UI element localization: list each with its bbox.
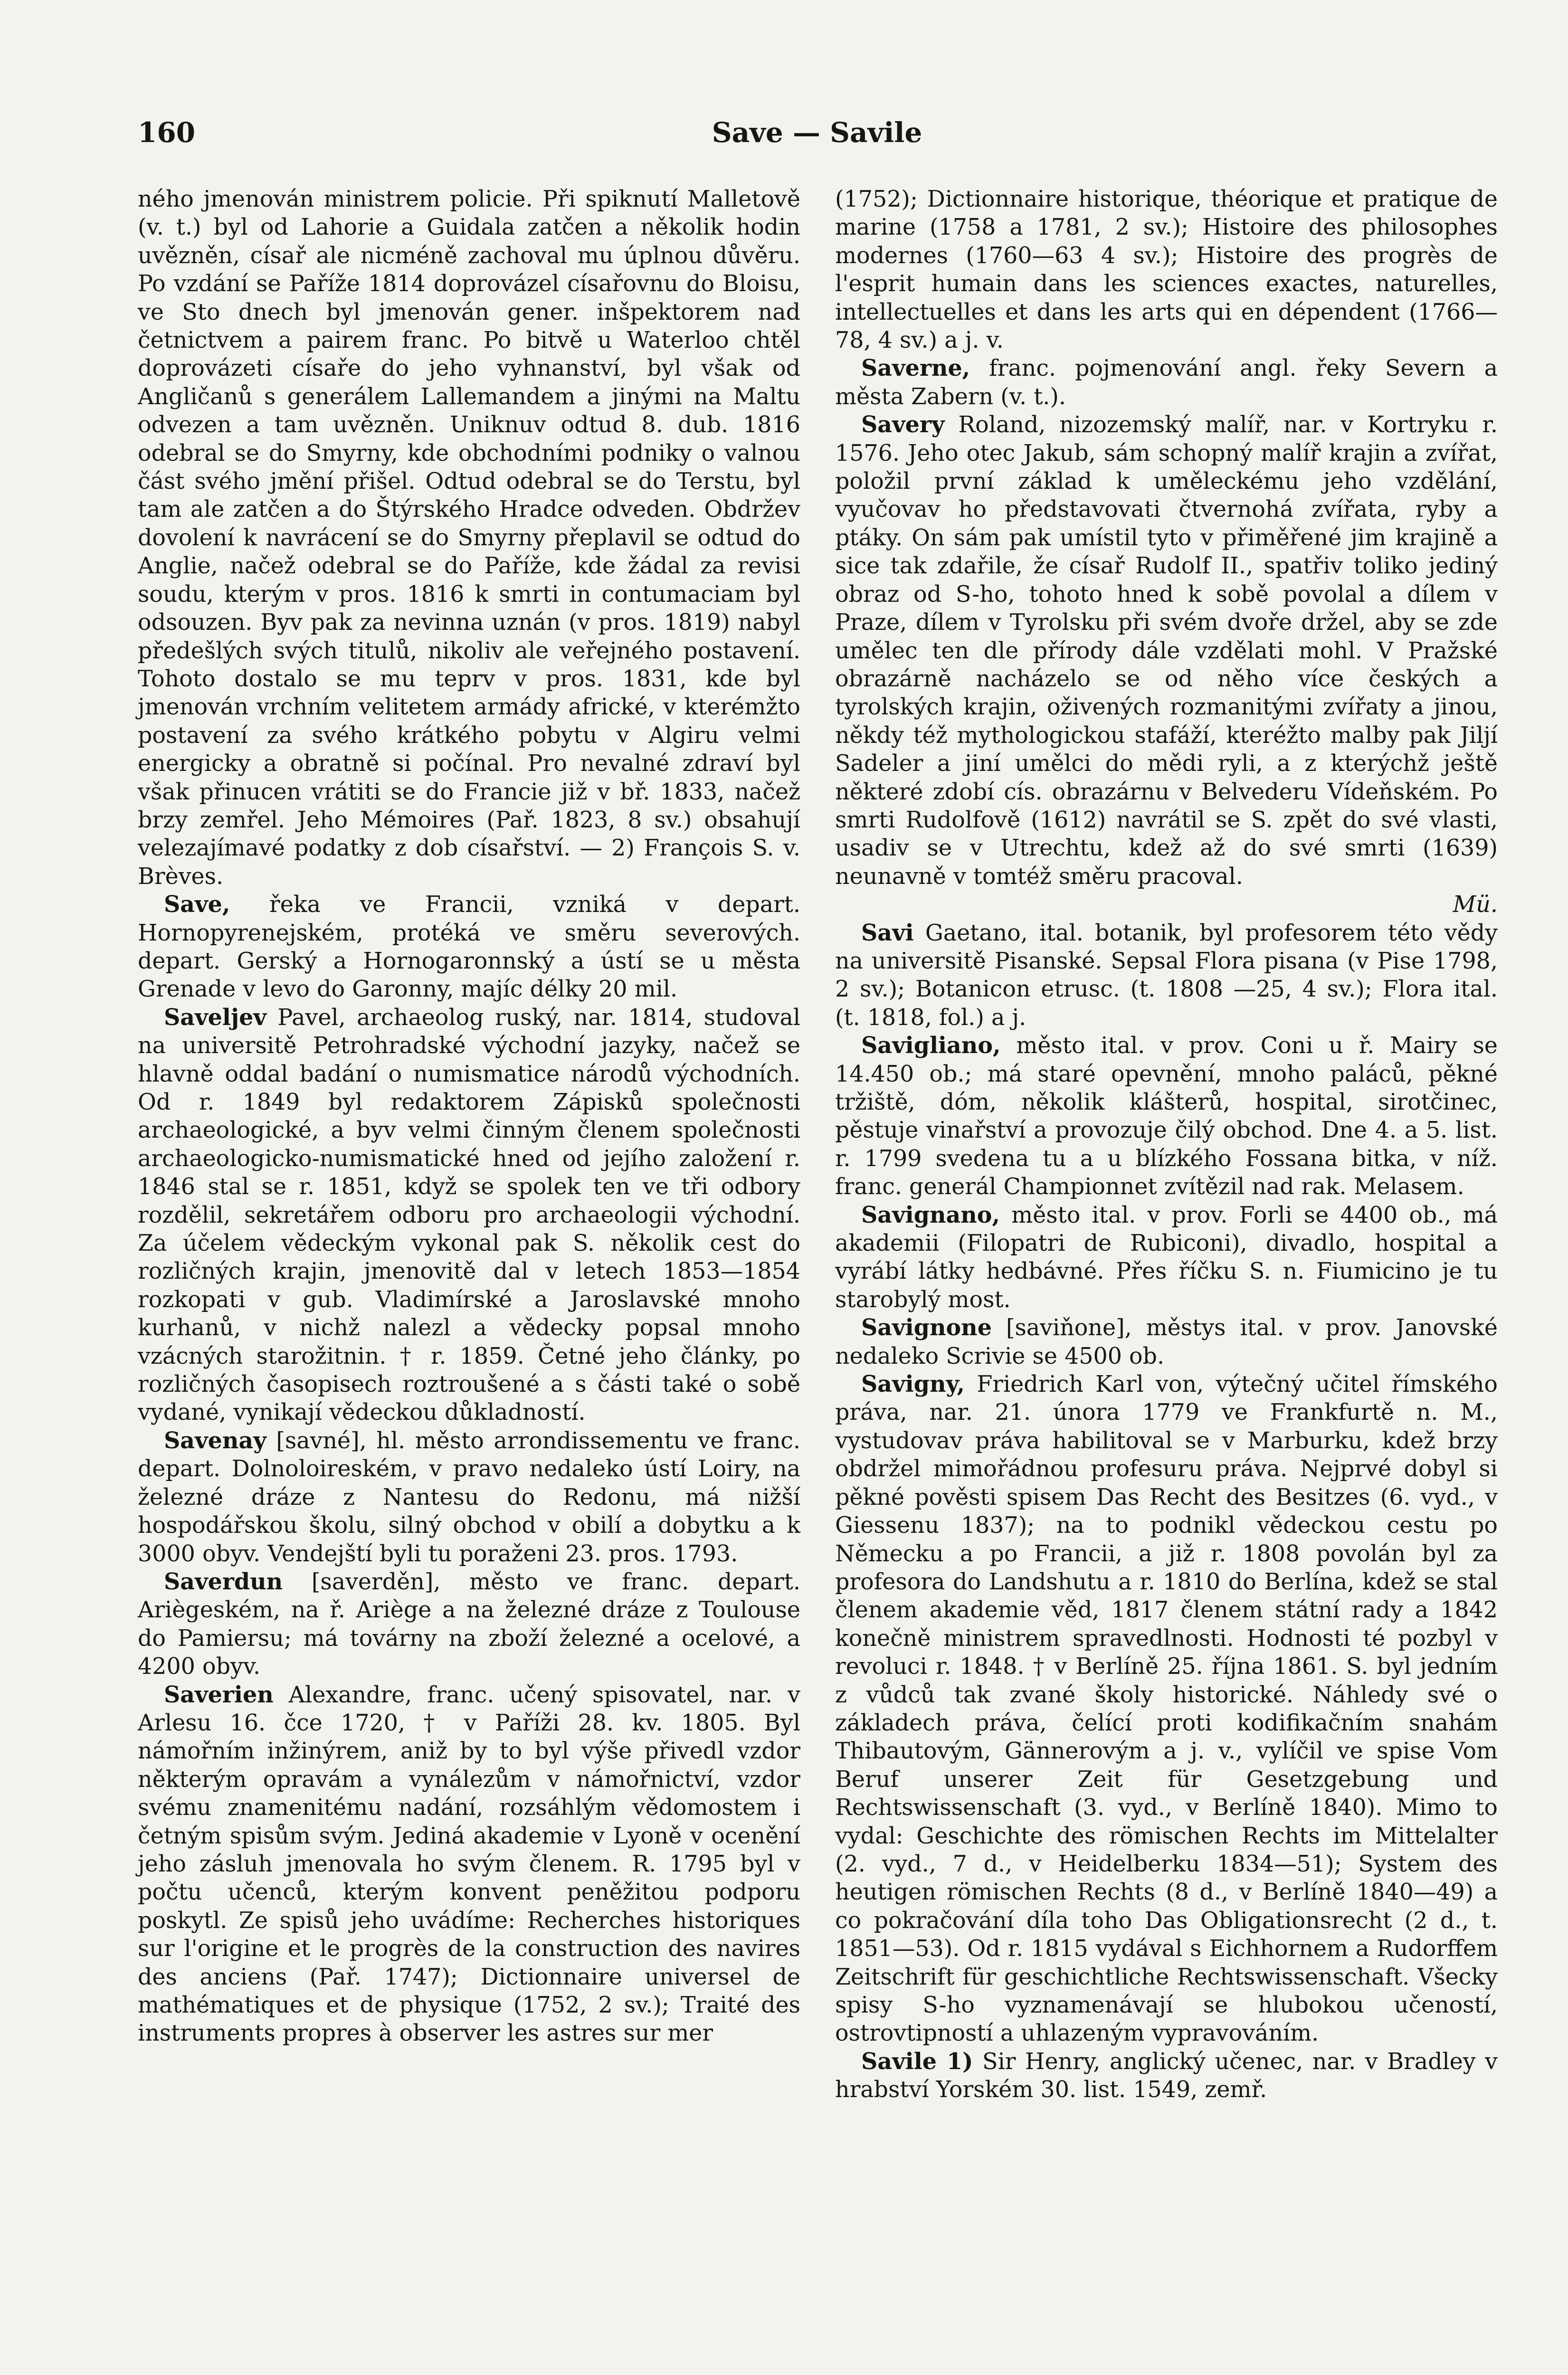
entry-headword: Savenay: [164, 1427, 266, 1454]
entry-text: řeka ve Francii, vzniká v depart. Hornopyrenejském, protéká ve směru severových. depart. Gerský a Hornogaronnský a ústí se u města Grenade v levo do Garonny, majíc délky 20 mil.: [138, 892, 800, 1003]
entry-savigny: [835, 1370, 1498, 2048]
entry-text: [saverděn], město ve franc. depart. Ariègeském, na ř. Ariège a na železné dráze z Toulouse do Pamiersu; má továrny na zboží železné a ocelové, a 4200 obyv.: [138, 1568, 800, 1680]
entry-text: Friedrich Karl von, výtečný učitel římského práva, nar. 21. února 1779 ve Frankfurtě n. M., vystudovav práva habilitoval se v Marburku, kdež brzy obdržel mimořádnou profesuru práva. Nejprvé dobyl si pěkné pověsti spisem Das Recht des Besitzes (6. vyd., v Giessenu 1837); na to podnikl vědeckou cestu po Německu a po Francii, a již r. 1808 povolán byl za profesora do Landshutu a r. 1810 do Berlína, kdež se stal členem akademie věd, 1817 členem státní rady a 1842 konečně ministrem spravedlnosti. Hodnosti té pozbyl v revoluci r. 1848. † v Berlíně 25. října 1861. S. byl jedním z vůdců tak zvané školy historické. Náhledy své o základech práva, čelící proti kodifikačním snahám Thibautovým, Gännerovým a j. v., vylíčil ve spise Vom Beruf unserer Zeit für Gesetzgebung und Rechtswissenschaft (3. vyd., v Berlíně 1840). Mimo to vydal: Geschichte des römischen Rechts im Mittelalter (2. vyd., 7 d., v Heidelberku 1834—51); System des heutigen römischen Rechts (8 d., v Berlíně 1840—49) a co pokračování díla toho Das Obligationsrecht (2 d., t. 1851—53). Od r. 1815 vydával s Eichhornem a Rudorffem Zeitschrift für geschichtliche Rechtswissenschaft. Všecky spisy S-ho vyznamenávají se hlubokou učeností, ostrovtipností a uhlazeným vypravováním.: [835, 1371, 1498, 2047]
entry-savi: [835, 919, 1498, 1032]
entry-savile: [835, 2048, 1498, 2104]
entry-savignone: [835, 1314, 1498, 1370]
entry-text: Alexandre, franc. učený spisovatel, nar. v Arlesu 16. čce 1720, † v Paříži 28. kv. 1805. Byl námořním inžinýrem, aniž by to byl výše přivedl vzdor některým opravám a vynálezům v námořnictví, vzdor svému znamenitému nadání, rozsáhlým vědomostem i četným spisům svým. Jediná akademie v Lyoně v ocenění jeho zásluh jmenovala ho svým členem. R. 1795 byl v počtu učenců, kterým konvent peněžitou podporu poskytl. Ze spisů jeho uvádíme: Recherches historiques sur l'origine et le progrès de la construction des navires des anciens (Pař. 1747); Dictionnaire universel de mathématiques et de physique (1752, 2 sv.); Traité des instruments propres à observer les astres sur mer: [138, 1682, 800, 2047]
entry-headword: Saverne,: [861, 355, 970, 382]
entry-headword: Savignano,: [861, 1201, 1000, 1228]
entry-text: ného jmenován ministrem policie. Při spiknutí Malletově (v. t.) byl od Lahorie a Guidala zatčen a několik hodin uvězněn, císař ale nicméně zachoval mu úplnou důvěru. Po vzdání se Paříže 1814 doprovázel císařovnu do Bloisu, ve Sto dnech byl jmenován gener. inšpektorem nad četnictvem a pairem franc. Po bitvě u Waterloo chtěl doprovázeti císaře do jeho vyhnanství, byl však od Angličanů s generálem Lallemandem a jinými na Maltu odvezen a tam uvězněn. Uniknuv odtud 8. dub. 1816 odebral se do Smyrny, kde obchodními podniky o valnou část svého jmění přišel. Odtud odebral se do Terstu, byl tam ale zatčen a do Štýrského Hradce odveden. Obdržev dovolení k navrácení se do Smyrny přeplavil se odtud do Anglie, načež odebral se do Paříže, kde žádal za revisi soudu, kterým v pros. 1816 k smrti in contumaciam byl odsouzen. Byv pak za nevinna uznán (v pros. 1819) nabyl předešlých svých titulů, nikoliv ale veřejného postavení. Tohoto dostalo se mu teprv v pros. 1831, kde byl jmenován vrchním velitetem armády africké, v kterémžto postavení za svého krátkého pobytu v Algiru velmi energicky a obratně si počínal. Pro nevalné zdraví byl však přinucen vrátiti se do Francie již v bř. 1833, načež brzy zemřel. Jeho Mémoires (Pař. 1823, 8 sv.) obsahují velezajímavé podatky z dob císařství. — 2) François S. v. Brèves.: [138, 186, 800, 890]
entry-signature: Mü.: [1453, 892, 1498, 918]
entry-saverien-cont: [835, 185, 1498, 354]
entry-text: Pavel, archaeolog ruský, nar. 1814, studoval na universitě Petrohradské východní jazyky, načež se hlavně oddal badání o numismatice národů východních. Od r. 1849 byl redaktorem Zápisků společnosti archaeologické, a byv velmi činným členem společnosti archaeologicko-numismatické hned od jejího založení r. 1846 stal se r. 1851, když se spolek ten ve tři odbory rozdělil, sekretářem odboru pro archaeologii východní. Za účelem vědeckým vykonal pak S. několik cest do rozličných krajin, jmenovitě dal v letech 1853—1854 rozkopati v gub. Vladimírské a Jaroslavské mnoho kurhanů, v nichž nalezl a vědecky popsal mnoho vzácných starožitnin. † r. 1859. Četné jeho články, po rozličných časopisech roztroušené a s části také o sobě vydané, vynikají vědeckou důkladností.: [138, 1004, 800, 1426]
entry-text: Sir Henry, anglický učenec, nar. v Bradley v hrabství Yorském 30. list. 1549, zemř.: [835, 2048, 1498, 2103]
entry-saverien: [138, 1681, 800, 2048]
entry-cont: [138, 185, 800, 891]
entry-headword: Savile 1): [861, 2048, 973, 2075]
entry-saverne: [835, 354, 1498, 411]
running-head: Save — Savile: [712, 116, 922, 149]
entry-savery: [835, 411, 1498, 919]
entry-savenay: [138, 1427, 800, 1568]
entry-text: Gaetano, ital. botanik, byl profesorem této vědy na universitě Pisanské. Sepsal Flora pisana (v Pise 1798, 2 sv.); Botanicon etrusc. (t. 1808 —25, 4 sv.); Flora ital. (t. 1818, fol.) a j.: [835, 920, 1498, 1031]
entry-headword: Savignone: [861, 1314, 992, 1341]
entry-headword: Savery: [861, 411, 945, 438]
entry-text: [savné], hl. město arrondissementu ve franc. depart. Dolnoloireském, v pravo nedaleko ústí Loiry, na železné dráze z Nantesu do Redonu, má nižší hospodářskou školu, silný obchod v obilí a dobytku a k 3000 obyv. Vendejští byli tu poraženi 23. pros. 1793.: [138, 1427, 800, 1567]
entry-saveljev: [138, 1004, 800, 1427]
entry-text: město ital. v prov. Coni u ř. Mairy se 14.450 ob.; má staré opevnění, mnoho paláců, pěkné tržiště, dóm, několik klášterů, hospital, sirotčinec, pěstuje vinařství a provozuje čilý obchod. Dne 4. a 5. list. r. 1799 svedena tu a u blízkého Fossana bitka, v níž. franc. generál Championnet zvítězil nad rak. Melasem.: [835, 1033, 1498, 1200]
entry-headword: Save,: [164, 891, 230, 918]
page-number: 160: [138, 116, 196, 149]
entry-saverdun: [138, 1568, 800, 1681]
entry-headword: Savigliano,: [861, 1032, 1001, 1059]
page-header: [138, 116, 1496, 159]
entry-headword: Savigny,: [861, 1371, 965, 1398]
entry-headword: Saverien: [164, 1681, 274, 1708]
entry-headword: Saverdun: [164, 1568, 283, 1595]
entry-save: [138, 891, 800, 1004]
entry-text: (1752); Dictionnaire historique, théorique et pratique de marine (1758 a 1781, 2 sv.); Histoire des philosophes modernes (1760—63 4 sv.); Histoire des progrès de l'esprit humain dans les sciences exactes, naturelles, intellectuelles et dans les arts qui en dépendent (1766—78, 4 sv.) a j. v.: [835, 186, 1498, 354]
entry-text: [saviňone], městys ital. v prov. Janovské nedaleko Scrivie se 4500 ob.: [835, 1315, 1498, 1369]
entry-headword: Saveljev: [164, 1004, 266, 1031]
entry-text: franc. pojmenování angl. řeky Severn a města Zabern (v. t.).: [835, 355, 1498, 410]
entry-savigliano: [835, 1032, 1498, 1201]
entry-headword: Savi: [861, 919, 914, 946]
entry-savignano: [835, 1201, 1498, 1314]
left-column: [138, 185, 800, 2048]
entry-text: Roland, nizozemský malíř, nar. v Kortryku r. 1576. Jeho otec Jakub, sám schopný malíř krajin a zvířat, položil první základ k uměleckému jeho vzdělání, vyučovav ho představovati čtvernohá zvířata, ryby a ptáky. On sám pak umístil tyto v přiměřené jim krajině a sice tak zdařile, že císař Rudolf II., spatřiv toliko jediný obraz od S-ho, tohoto hned k sobě povolal a dílem v Praze, dílem v Tyrolsku při svém dvoře držel, aby se zde umělec ten dle přírody dále vzdělati mohl. V Pražské obrazárně nacházelo se od něho více českých a tyrolských krajin, oživených rozmanitými zvířaty a jinou, někdy též mythologickou stafáží, kteréžto malby pak Jiljí Sadeler a jiní umělci do mědi ryli, a z kterýchž ještě některé zdobí cís. obrazárnu v Belvederu Vídeňském. Po smrti Rudolfově (1612) navrátil se S. zpět do své vlasti, usadiv se v Utrechtu, kdež až do své smrti (1639) neunavně v tomtéž směru pracoval.: [835, 412, 1498, 890]
right-column: [835, 185, 1498, 2104]
entry-text: město ital. v prov. Forli se 4400 ob., má akademii (Filopatri de Rubiconi), divadlo, hospital a vyrábí látky hedbávné. Přes říčku S. n. Fiumicino je tu starobylý most.: [835, 1202, 1498, 1313]
